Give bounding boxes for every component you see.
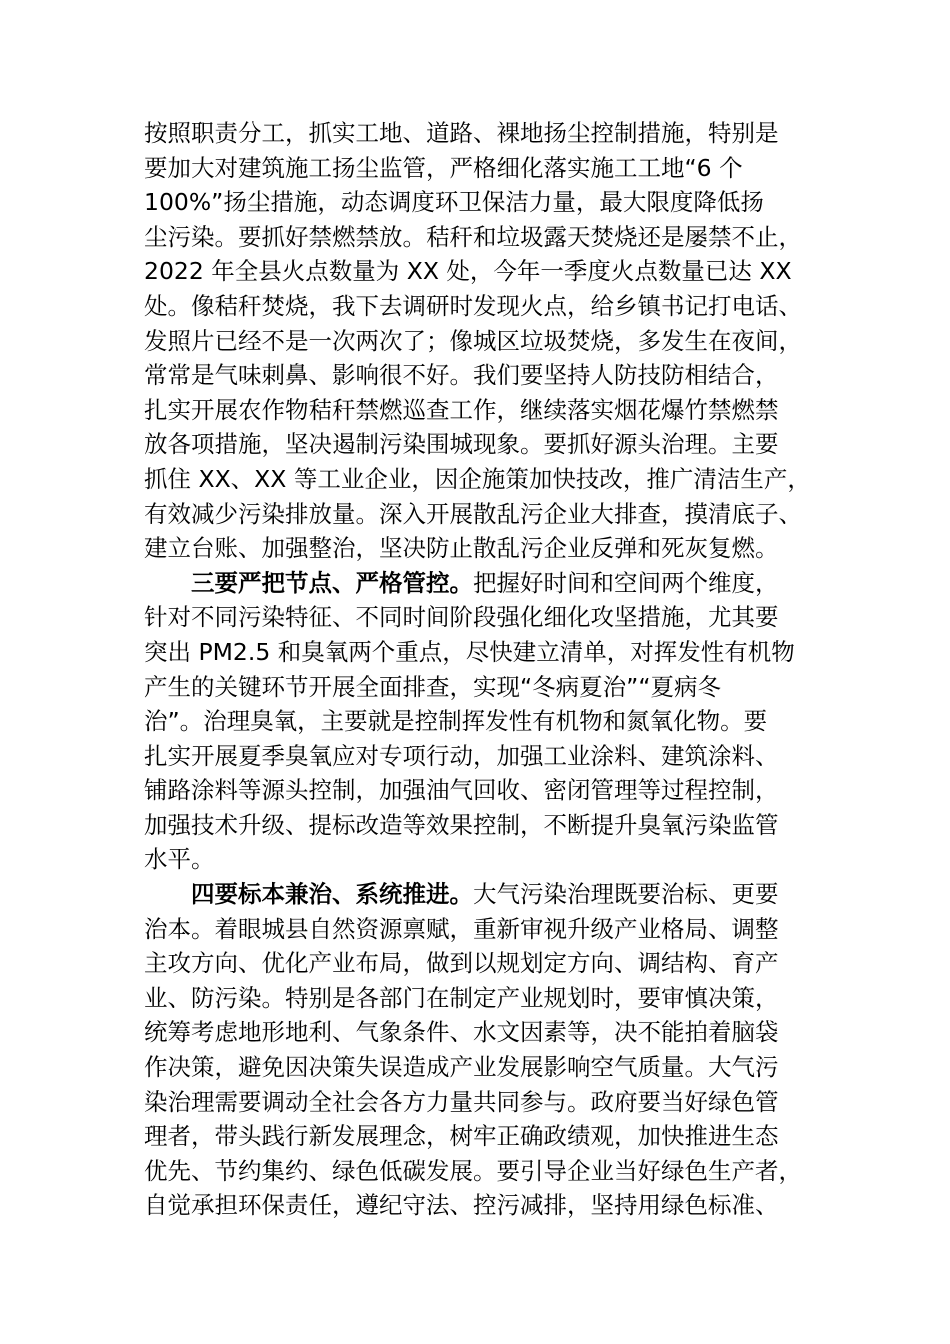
text-line: 处。像秸秆焚烧，我下去调研时发现火点，给乡镇书记打电话、: [144, 291, 802, 320]
text-line: 染治理需要调动全社会各方力量共同参与。政府要当好绿色管: [144, 1087, 779, 1116]
text-line: 作决策，避免因决策失误造成产业发展影响空气质量。大气污: [144, 1053, 779, 1082]
text-line: 统筹考虑地形地利、气象条件、水文因素等，决不能拍着脑袋: [144, 1018, 779, 1047]
paragraph-start-line: [144, 877, 824, 912]
text-line: 优先、节约集约、绿色低碳发展。要引导企业当好绿色生产者，: [144, 1156, 802, 1185]
text-line: 放各项措施，坚决遏制污染围城现象。要抓好源头治理。主要: [144, 430, 779, 459]
text-line: 100%”扬尘措施，动态调度环卫保洁力量，最大限度降低扬: [144, 188, 764, 217]
text-line: 有效减少污染排放量。深入开展散乱污企业大排查，摸清底子、: [144, 499, 802, 528]
text-line: 扎实开展农作物秸秆禁燃巡查工作，继续落实烟花爆竹禁燃禁: [144, 395, 779, 424]
text-line: 针对不同污染特征、不同时间阶段强化细化攻坚措施，尤其要: [144, 603, 779, 632]
text-line: 扎实开展夏季臭氧应对专项行动，加强工业涂料、建筑涂料、: [144, 741, 779, 770]
text-line: 要加大对建筑施工扬尘监管，严格细化落实施工工地“6 个: [144, 153, 743, 182]
text-line: 发照片已经不是一次两次了；像城区垃圾焚烧，多发生在夜间，: [144, 326, 802, 355]
text-line: 尘污染。要抓好禁燃禁放。秸秆和垃圾露天焚烧还是屡禁不止，: [144, 222, 802, 251]
section-heading: 三要严把节点、严格管控。: [191, 568, 473, 597]
text-line: 大气污染治理既要治标、更要: [473, 880, 779, 909]
text-line: 抓住 XX、XX 等工业企业，因企施策加快技改，推广清洁生产，: [144, 464, 811, 493]
document-body: [144, 116, 824, 1223]
text-line: 主攻方向、优化产业布局，做到以规划定方向、调结构、育产: [144, 949, 779, 978]
text-line: 常常是气味刺鼻、影响很不好。我们要坚持人防技防相结合，: [144, 361, 779, 390]
text-line: 突出 PM2.5 和臭氧两个重点，尽快建立清单，对挥发性有机物: [144, 637, 795, 666]
paragraph-start-line: [144, 566, 824, 601]
text-line: 产生的关键环节开展全面排查，实现“冬病夏治”“夏病冬: [144, 672, 722, 701]
text-line: 自觉承担环保责任，遵纪守法、控污减排，坚持用绿色标准、: [144, 1191, 779, 1220]
text-line: 铺路涂料等源头控制，加强油气回收、密闭管理等过程控制，: [144, 776, 779, 805]
text-line: 加强技术升级、提标改造等效果控制，不断提升臭氧污染监管: [144, 810, 779, 839]
text-line: 按照职责分工，抓实工地、道路、裸地扬尘控制措施，特别是: [144, 119, 779, 147]
text-line: 业、防污染。特别是各部门在制定产业规划时，要审慎决策，: [144, 983, 779, 1012]
text-line: 2022 年全县火点数量为 XX 处，今年一季度火点数量已达 XX: [144, 257, 792, 286]
text-line: 建立台账、加强整治，坚决防止散乱污企业反弹和死灰复燃。: [144, 534, 779, 563]
text-line: 治本。着眼城县自然资源禀赋，重新审视升级产业格局、调整: [144, 914, 779, 943]
text-line: 把握好时间和空间两个维度，: [473, 568, 779, 597]
text-line: 水平。: [144, 845, 215, 874]
section-heading: 四要标本兼治、系统推进。: [191, 880, 473, 909]
text-line: 治”。治理臭氧，主要就是控制挥发性有机物和氮氧化物。要: [144, 707, 768, 736]
text-line: 理者，带头践行新发展理念，树牢正确政绩观，加快推进生态: [144, 1122, 779, 1151]
